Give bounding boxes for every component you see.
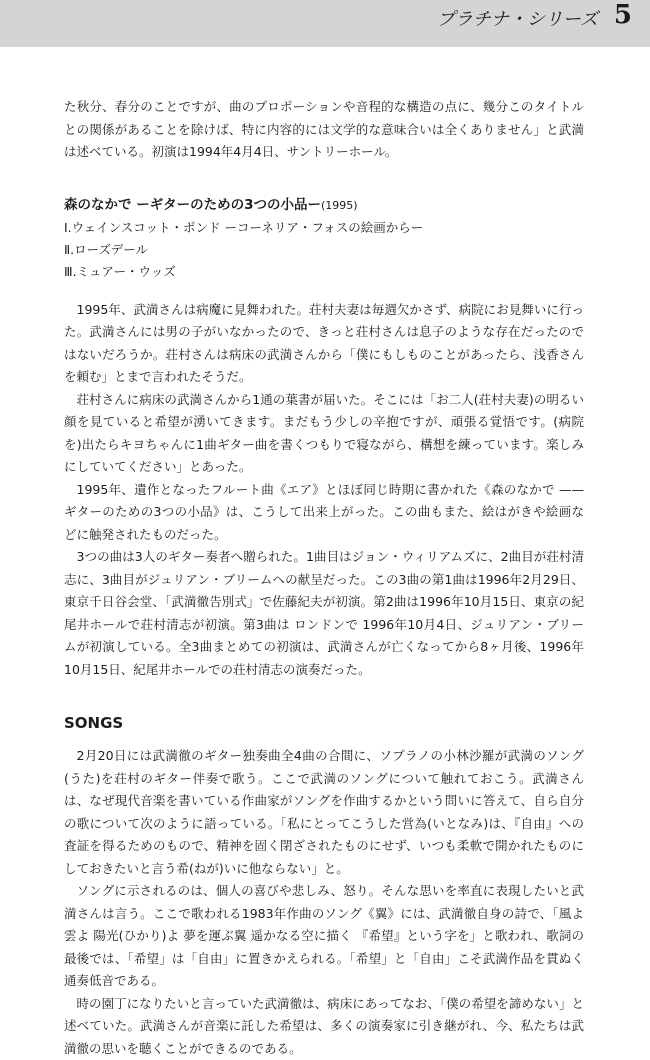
body-paragraph: 1995年、遺作となったフルート曲《エア》とほぼ同じ時期に書かれた《森のなかで —— ギターのための3つの小品》は、こうして出来上がった。この曲もまた、絵はがきや絵画などに触発されたものだった。 xyxy=(64,479,584,547)
body-paragraph: 荘村さんに病床の武満さんから1通の葉書が届いた。そこには「お二人(荘村夫妻)の明るい顔を見ていると希望が湧いてきます。まだもう少しの辛抱ですが、頑張る覚悟です。(病院を)出たらキヨちゃんに1曲ギター曲を書くつもりで寝ながら、構想を練っています。楽しみにしていてください」とあった。 xyxy=(64,389,584,479)
body-paragraph: ソングに示されるのは、個人の喜びや悲しみ、怒り。そんな思いを率直に表現したいと武満さんは言う。ここで歌われる1983年作曲のソング《翼》には、武満徹自身の詩で、「風よ 雲よ 陽光(ひかり)よ 夢を運ぶ翼 遥かなる空に描く 『希望』という字を」と歌われ、歌詞の最後では、「希望」は「自由」に置きかえられる。「希望」と「自由」こそ武満作品を貫ぬく通奏低音である。 xyxy=(64,880,584,993)
section-title-text: 森のなかで ーギターのための3つの小品ー xyxy=(64,197,321,213)
body-paragraph: 3つの曲は3人のギター奏者へ贈られた。1曲目はジョン・ウィリアムズに、2曲目が荘村清志に、3曲目がジュリアン・ブリームへの献呈だった。この3曲の第1曲は1996年2月29日、東京千日谷会堂、「武満徹告別式」で佐藤紀夫が初演。第2曲は1996年10月15日、東京の紀尾井ホールで荘村清志が初演。第3曲は ロンドンで 1996年10月4日、ジュリアン・ブリームが初演している。全3曲まとめての初演は、武満さんが亡くなってから8ヶ月後、1996年10月15日、紀尾井ホールでの荘村清志の演奏だった。 xyxy=(64,546,584,681)
movement-item: Ⅱ.ローズデール xyxy=(64,239,584,261)
body-paragraph: 1995年、武満さんは病魔に見舞われた。荘村夫妻は毎週欠かさず、病院にお見舞いに行った。武満さんには男の子がいなかったので、きっと荘村さんは息子のような存在だったのではないだろうか。荘村さんは病床の武満さんから「僕にもしものことがあったら、浅香さんを頼む」とまで言われたそうだ。 xyxy=(64,299,584,389)
section-year: (1995) xyxy=(321,199,358,212)
series-title: プラチナ・シリーズ xyxy=(437,5,598,31)
body-paragraph: 2月20日には武満徹のギター独奏曲全4曲の合間に、ソプラノの小林沙羅が武満のソング(うた)を荘村のギター伴奏で歌う。ここで武満のソングについて触れておこう。武満さんは、なぜ現代音楽を書いている作曲家がソングを作曲するかという問いに答えて、自ら自分の歌について次のように語っている。「私にとってこうした営為(いとなみ)は、『自由』への査証を得るためのもので、精神を固く閉ざされたものにせず、いつも柔軟で開かれたものにしておきたいと言う希(ねが)いに他ならない」と。 xyxy=(64,745,584,880)
page-header xyxy=(0,0,650,47)
page-number: 5 xyxy=(614,0,632,30)
movement-item: Ⅲ.ミュアー・ウッズ xyxy=(64,261,584,283)
movement-item: Ⅰ.ウェインスコット・ポンド ーコーネリア・フォスの絵画からー xyxy=(64,217,584,239)
intro-paragraph: た秋分、春分のことですが、曲のプロポーションや音程的な構造の点に、幾分このタイトルとの関係があることを除けば、特に内容的には文学的な意味合いは全くありません」と武満は述べている。初演は1994年4月4日、サントリーホール。 xyxy=(64,96,584,164)
article-body xyxy=(64,96,584,1060)
body-paragraph: 時の園丁になりたいと言っていた武満徹は、病床にあってなお、「僕の希望を諦めない」と述べていた。武満さんが音楽に託した希望は、多くの演奏家に引き継がれ、今、私たちは武満徹の思いを聴くことができるのである。 xyxy=(64,993,584,1060)
section-title-songs: SONGS xyxy=(64,711,584,735)
section-title-mori xyxy=(64,194,584,217)
